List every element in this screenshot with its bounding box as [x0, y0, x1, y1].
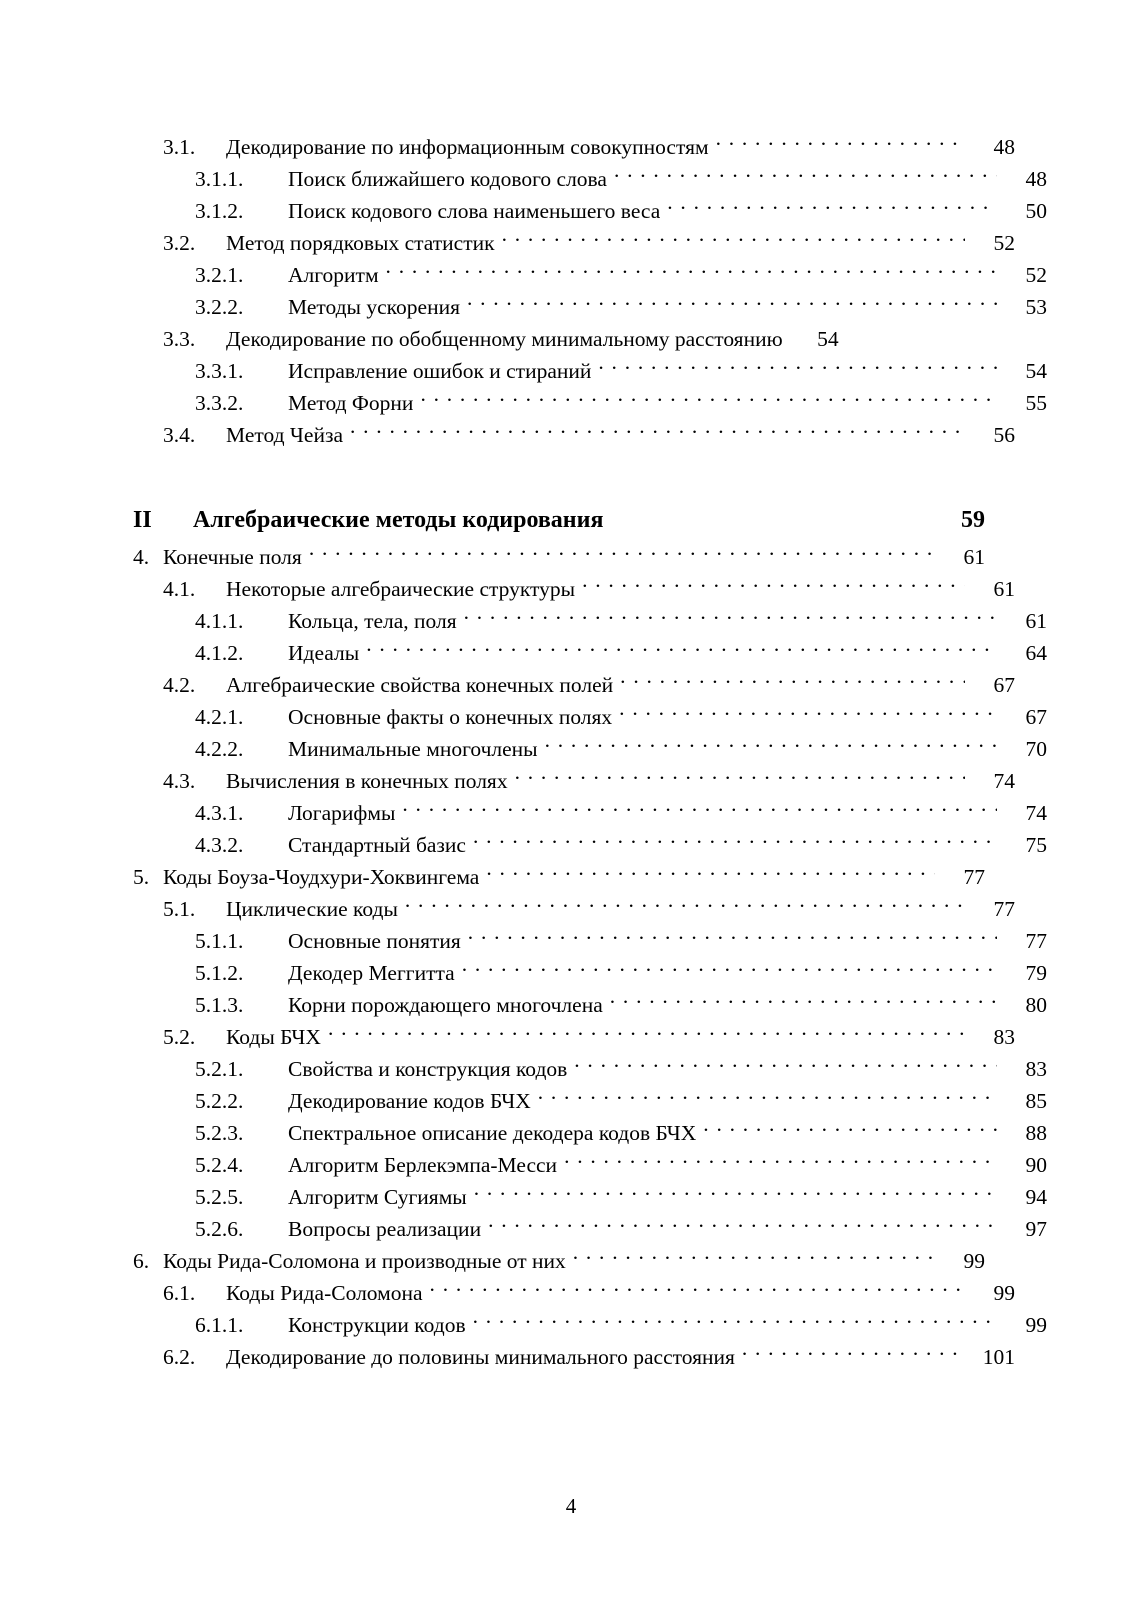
toc-entry-number: 5.1.3.: [195, 993, 244, 1017]
toc-entry-title: Кольца, тела, поля: [288, 609, 457, 633]
toc-entry-number: 4.2.1.: [195, 705, 244, 729]
toc-entry-page-number: 77: [993, 897, 1015, 921]
toc-entry-number: 4.3.: [163, 769, 196, 793]
toc-entry-number: 6.1.1.: [195, 1313, 244, 1337]
toc-entry[interactable]: [133, 355, 1047, 387]
toc-entry[interactable]: [133, 957, 1047, 989]
part-number: II: [133, 507, 152, 533]
toc-entry-number: 6.: [133, 1249, 150, 1273]
toc-entry-title: Коды Рида-Соломона и производные от них: [163, 1249, 566, 1273]
toc-entry-title: Конструкции кодов: [288, 1313, 466, 1337]
page-folio: 4: [565, 1494, 577, 1518]
toc-entry[interactable]: [133, 637, 1047, 669]
table-of-contents: [133, 131, 1047, 1373]
toc-entry-number: 3.1.2.: [195, 199, 244, 223]
toc-dot-leader: [742, 1343, 965, 1365]
toc-entry[interactable]: [133, 733, 1047, 765]
toc-entry[interactable]: [133, 387, 1047, 419]
toc-entry[interactable]: [133, 573, 1015, 605]
toc-dot-leader: [703, 1119, 997, 1141]
toc-entry[interactable]: [133, 291, 1047, 323]
toc-entry-page-number: 48: [993, 135, 1015, 159]
toc-entry-number: 4.3.2.: [195, 833, 244, 857]
toc-dot-leader: [473, 1311, 997, 1333]
toc-dot-leader: [488, 1215, 997, 1237]
toc-entry-page-number: 52: [1025, 263, 1047, 287]
toc-entry-number: 3.3.1.: [195, 359, 244, 383]
toc-entry-page-number: 53: [1025, 295, 1047, 319]
toc-dot-leader: [582, 575, 965, 597]
toc-entry-page-number: 67: [993, 673, 1015, 697]
toc-group-part-2: [133, 541, 1047, 1373]
toc-entry[interactable]: [133, 1309, 1047, 1341]
toc-entry-page-number: 90: [1025, 1153, 1047, 1177]
toc-entry-page-number: 50: [1025, 199, 1047, 223]
toc-entry-title: Декодирование кодов БЧХ: [288, 1089, 531, 1113]
toc-entry[interactable]: [133, 861, 985, 893]
toc-entry-title: Спектральное описание декодера кодов БЧХ: [288, 1121, 697, 1145]
toc-entry-number: 3.1.: [163, 135, 196, 159]
toc-entry-page-number: 80: [1025, 993, 1047, 1017]
toc-entry[interactable]: [133, 1277, 1015, 1309]
toc-entry-page-number: 88: [1025, 1121, 1047, 1145]
toc-entry-title: Логарифмы: [288, 801, 396, 825]
toc-entry-page-number: 61: [1025, 609, 1047, 633]
toc-entry-title: Декодирование до половины минимального расстояния: [226, 1345, 735, 1369]
toc-entry-page-number: 99: [963, 1249, 985, 1273]
toc-entry-title: Метод Чейза: [226, 423, 343, 447]
toc-entry-page-number: 54: [1025, 359, 1047, 383]
toc-entry-number: 3.3.: [163, 327, 196, 351]
toc-entry-title: Основные понятия: [288, 929, 461, 953]
toc-entry-page-number: 97: [1025, 1217, 1047, 1241]
toc-entry-number: 3.2.2.: [195, 295, 244, 319]
toc-entry-page-number: 54: [817, 327, 839, 351]
toc-entry[interactable]: [133, 701, 1047, 733]
toc-dot-leader: [486, 863, 935, 885]
toc-entry-number: 4.1.1.: [195, 609, 244, 633]
toc-entry[interactable]: [133, 989, 1047, 1021]
toc-dot-leader: [502, 229, 965, 251]
toc-entry-page-number: 52: [993, 231, 1015, 255]
toc-entry-number: 5.2.1.: [195, 1057, 244, 1081]
toc-entry-page-number: 74: [1025, 801, 1047, 825]
toc-entry-page-number: 64: [1025, 641, 1047, 665]
toc-entry-number: 5.2.6.: [195, 1217, 244, 1241]
toc-entry-number: 6.1.: [163, 1281, 196, 1305]
toc-entry-number: 6.2.: [163, 1345, 196, 1369]
toc-entry-page-number: 61: [963, 545, 985, 569]
toc-dot-leader: [610, 991, 997, 1013]
toc-entry[interactable]: [133, 419, 1015, 451]
toc-entry-number: 5.1.2.: [195, 961, 244, 985]
toc-entry[interactable]: [133, 765, 1015, 797]
toc-entry-title: Вычисления в конечных полях: [226, 769, 508, 793]
toc-dot-leader: [309, 543, 935, 565]
toc-entry[interactable]: [133, 797, 1047, 829]
toc-entry-page-number: 101: [982, 1345, 1015, 1369]
toc-entry-title: Метод Форни: [288, 391, 414, 415]
toc-entry-page-number: 70: [1025, 737, 1047, 761]
toc-entry[interactable]: [133, 163, 1047, 195]
toc-entry-number: 3.4.: [163, 423, 196, 447]
toc-dot-leader: [614, 165, 997, 187]
toc-entry-number: 4.2.: [163, 673, 196, 697]
toc-entry[interactable]: [133, 605, 1047, 637]
toc-entry-number: 3.3.2.: [195, 391, 244, 415]
toc-entry[interactable]: [133, 1213, 1047, 1245]
toc-dot-leader: [420, 389, 997, 411]
toc-entry-page-number: 48: [1025, 167, 1047, 191]
toc-entry[interactable]: [133, 227, 1015, 259]
toc-dot-leader: [474, 1183, 997, 1205]
toc-dot-leader: [564, 1151, 997, 1173]
toc-entry-page-number: 77: [963, 865, 985, 889]
toc-entry-title: Свойства и конструкция кодов: [288, 1057, 568, 1081]
toc-entry-number: 5.: [133, 865, 150, 889]
toc-dot-leader: [598, 357, 997, 379]
toc-entry-title: Коды Боуза-Чоудхури-Хоквингема: [163, 865, 480, 889]
toc-entry[interactable]: [133, 259, 1047, 291]
toc-dot-leader: [716, 133, 965, 155]
toc-dot-leader: [473, 831, 997, 853]
toc-dot-leader: [467, 293, 997, 315]
toc-entry[interactable]: [133, 1149, 1047, 1181]
toc-entry-number: 5.2.5.: [195, 1185, 244, 1209]
toc-entry-number: 5.2.4.: [195, 1153, 244, 1177]
toc-dot-leader: [402, 799, 997, 821]
toc-entry[interactable]: [133, 669, 1015, 701]
toc-entry-page-number: 74: [993, 769, 1015, 793]
toc-entry[interactable]: [133, 1245, 985, 1277]
toc-entry-page-number: 79: [1025, 961, 1047, 985]
toc-entry-title: Идеалы: [288, 641, 360, 665]
toc-entry-page-number: 94: [1025, 1185, 1047, 1209]
toc-entry[interactable]: [133, 925, 1047, 957]
toc-entry-page-number: 55: [1025, 391, 1047, 415]
toc-entry-page-number: 99: [993, 1281, 1015, 1305]
toc-dot-leader: [619, 703, 997, 725]
toc-entry-title: Декодирование по обобщенному минимальному расстоянию: [226, 327, 783, 351]
toc-dot-leader: [515, 767, 965, 789]
toc-entry-number: 5.1.1.: [195, 929, 244, 953]
toc-dot-leader: [468, 927, 997, 949]
toc-entry-number: 4.: [133, 545, 150, 569]
toc-entry[interactable]: [133, 1021, 1015, 1053]
toc-entry-number: 3.2.: [163, 231, 196, 255]
toc-dot-leader: [386, 261, 997, 283]
toc-entry-title: Циклические коды: [226, 897, 398, 921]
toc-entry[interactable]: [133, 323, 1015, 355]
toc-entry-number: 5.1.: [163, 897, 196, 921]
toc-entry-title: Исправление ошибок и стираний: [288, 359, 592, 383]
toc-entry-number: 5.2.3.: [195, 1121, 244, 1145]
toc-entry-number: 5.2.2.: [195, 1089, 244, 1113]
toc-entry-title: Декодирование по информационным совокупностям: [226, 135, 709, 159]
toc-entry[interactable]: [133, 893, 1015, 925]
part-page-number: 59: [961, 507, 985, 533]
toc-entry-title: Основные факты о конечных полях: [288, 705, 613, 729]
toc-group-chapter-3: [133, 131, 1047, 451]
toc-entry[interactable]: [133, 1053, 1047, 1085]
toc-entry[interactable]: [133, 1085, 1047, 1117]
toc-entry-page-number: 83: [1025, 1057, 1047, 1081]
toc-dot-leader: [620, 671, 965, 693]
toc-dot-leader: [366, 639, 997, 661]
toc-entry-number: 3.2.1.: [195, 263, 244, 287]
toc-dot-leader: [328, 1023, 965, 1045]
toc-entry-title: Алгоритм Берлекэмпа-Месси: [288, 1153, 558, 1177]
toc-entry-number: 4.3.1.: [195, 801, 244, 825]
toc-entry[interactable]: [133, 1181, 1047, 1213]
toc-dot-leader: [573, 1247, 935, 1269]
toc-entry-title: Вопросы реализации: [288, 1217, 482, 1241]
toc-entry-page-number: 67: [1025, 705, 1047, 729]
toc-entry-title: Метод порядковых статистик: [226, 231, 495, 255]
toc-entry-number: 3.1.1.: [195, 167, 244, 191]
toc-entry[interactable]: [133, 1117, 1047, 1149]
toc-dot-leader: [350, 421, 965, 443]
toc-entry-title: Поиск ближайшего кодового слова: [288, 167, 607, 191]
toc-entry-title: Минимальные многочлены: [288, 737, 538, 761]
toc-entry-number: 4.2.2.: [195, 737, 244, 761]
toc-entry[interactable]: [133, 195, 1047, 227]
toc-entry-page-number: 75: [1025, 833, 1047, 857]
toc-entry-page-number: 56: [993, 423, 1015, 447]
toc-entry-title: Некоторые алгебраические структуры: [226, 577, 576, 601]
toc-entry-page-number: 83: [993, 1025, 1015, 1049]
toc-dot-leader: [430, 1279, 965, 1301]
part-title: Алгебраические методы кодирования: [193, 507, 604, 533]
toc-entry-title: Коды Рида-Соломона: [226, 1281, 423, 1305]
toc-dot-leader: [462, 959, 997, 981]
toc-entry-page-number: 99: [1025, 1313, 1047, 1337]
toc-dot-leader: [545, 735, 997, 757]
toc-dot-leader: [464, 607, 997, 629]
toc-entry-number: 4.1.2.: [195, 641, 244, 665]
toc-dot-leader: [574, 1055, 997, 1077]
toc-part-heading[interactable]: [133, 501, 985, 539]
toc-entry-page-number: 77: [1025, 929, 1047, 953]
toc-entry-title: Методы ускорения: [288, 295, 460, 319]
toc-entry-title: Поиск кодового слова наименьшего веса: [288, 199, 661, 223]
toc-entry-number: 4.1.: [163, 577, 196, 601]
toc-entry[interactable]: [133, 541, 985, 573]
toc-entry[interactable]: [133, 829, 1047, 861]
toc-entry-page-number: 61: [993, 577, 1015, 601]
toc-entry-title: Корни порождающего многочлена: [288, 993, 603, 1017]
toc-entry-title: Стандартный базис: [288, 833, 466, 857]
toc-entry[interactable]: [133, 1341, 1015, 1373]
toc-entry-title: Алгебраические свойства конечных полей: [226, 673, 614, 697]
toc-dot-leader: [667, 197, 997, 219]
toc-dot-leader: [538, 1087, 997, 1109]
toc-entry-title: Алгоритм: [288, 263, 379, 287]
toc-entry[interactable]: [133, 131, 1015, 163]
toc-entry-title: Алгоритм Сугиямы: [288, 1185, 467, 1209]
toc-entry-title: Конечные поля: [163, 545, 302, 569]
toc-entry-number: 5.2.: [163, 1025, 196, 1049]
toc-dot-leader: [405, 895, 965, 917]
toc-entry-title: Декодер Меггитта: [288, 961, 455, 985]
toc-entry-title: Коды БЧХ: [226, 1025, 321, 1049]
toc-entry-page-number: 85: [1025, 1089, 1047, 1113]
